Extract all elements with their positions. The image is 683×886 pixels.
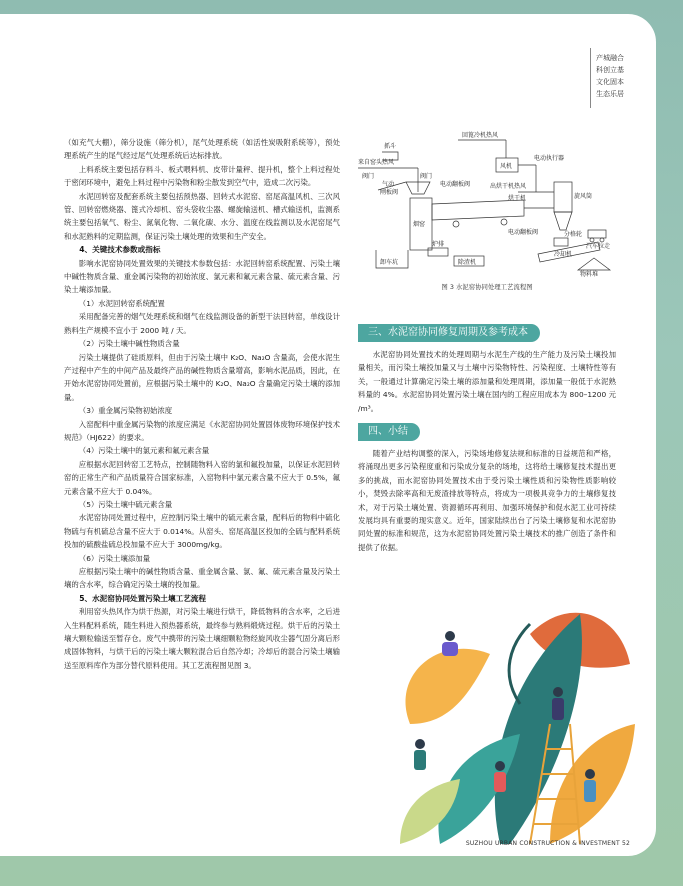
side-tag-2: 科创立基 [596, 66, 624, 74]
subheading: （3）重金属污染物初始浓度 [78, 406, 173, 416]
subheading: （4）污染土壤中的氯元素和氟元素含量 [78, 446, 210, 456]
process-flow-diagram [358, 130, 616, 278]
paragraph: 水泥回转窑及配套系统主要包括预热器、回转式水泥窑、窑尾高温风机、三次风管、回转窑燃烧器、篦式冷却机、窑头袋收尘器、螺旋输送机、槽式输送机，监测系统主要包括氧气、粉尘、氮氧化物、二氧化碳、水分、温度在线监测以及水泥窑尾气和水泥熟料的定期监测，保证污染土壤处理的效果和生产安全。 [64, 191, 340, 241]
fig-label-cooler: 冷却机 [554, 251, 573, 258]
fig-label-splitter: 分格轮 [564, 231, 583, 238]
fig-label-pneumatic: 气动 [382, 181, 395, 188]
fig-label-valve1: 阀门 [362, 173, 375, 180]
fig-label-pile: 物料堆 [580, 271, 599, 278]
section-header-3: 三、水泥窑协同修复周期及参考成本 [358, 324, 540, 342]
subheading: （1）水泥回转窑系统配置 [78, 298, 165, 308]
side-tagline [596, 52, 652, 100]
fig-label-outlet: 出烘干机热风 [490, 183, 527, 190]
fig-label-furnace: 炉排 [432, 241, 445, 248]
paragraph: 上料系统主要包括存料斗、板式喂料机、皮带计量秤、提升机，整个上料过程处于密闭环境中，避免上料过程中污染物和粉尘散发到空气中，造成二次污染。 [64, 164, 340, 188]
document-page [0, 14, 656, 856]
subheading: （2）污染土壤中碱性物质含量 [78, 339, 180, 349]
fig-label-stone: 卸车坑 [380, 259, 399, 266]
paragraph: 应根据水泥回转窑工艺特点，控制随物料入窑的氯和氟投加量，以保证水泥回转窑的正常生产和产品质量符合国家标准，入窑物料中氯元素含量不应大于 0.5%，氟元素含量不应大于 0.04%。 [64, 459, 340, 496]
fig-label-flap1: 电动翻板阀 [440, 181, 471, 188]
side-tag-1: 产城融合 [596, 54, 624, 62]
paragraph: 影响水泥窑协同处置效果的关键技术参数包括：水泥回转窑系统配置、污染土壤中碱性物质含量、重金属污染物的初始浓度、氯元素和氟元素含量、硫元素含量、污染土壤添加量。 [64, 258, 340, 295]
fig-label-kiln: 烟窑 [413, 221, 426, 228]
paragraph: 采用配备完善的烟气处理系统和烟气在线监测设备的新型干法回转窑，单线设计熟料生产规模不宜小于 2000 吨 / 天。 [64, 312, 340, 335]
side-tag-4: 生态乐居 [596, 90, 624, 98]
figure-caption: 图 3 水泥窑协同处理工艺流程图 [441, 283, 533, 291]
fig-label-actuator: 电动执行器 [534, 155, 565, 162]
paragraph: 入窑配料中重金属污染物的浓度应满足《水泥窑协同处置固体废物环境保护技术规范》（HJ622）的要求。 [64, 419, 340, 442]
paragraph: 利用窑头热风作为烘干热源，对污染土壤进行烘干，降低物料的含水率，之后进入生料配料系统，随生料进入预热器系统，最终参与熟料煅烧过程。烘干后的污染土壤大颗粒输送至暂存仓。废气中携带的污染土壤细颗粒物经旋风收尘器气固分离后形成固体物料，与烘干后的污染土壤大颗粒混合后自然冷却；冷却后的混合污染土壤输送至原料库作为部分替代原料使用。其工艺流程图见图 3。 [64, 607, 340, 670]
fig-label-gate: 闸板阀 [380, 189, 399, 196]
fig-label-cyclone: 旋风筒 [574, 193, 593, 200]
leaf-decoration [400, 613, 635, 844]
fig-label-inlet: 来自窑头热风 [358, 159, 395, 166]
fig-label-flap2: 电动翻板阀 [508, 229, 539, 236]
section-heading: 5、水泥窑协同处置污染土壤工艺流程 [79, 593, 206, 603]
side-divider [590, 48, 591, 108]
paragraph: 水泥窑协同处置过程中，应控制污染土壤中的硫元素含量，配料后的物料中硫化物硫与有机硫总含量不应大于 0.014%。从窑头、窑尾高温区投加的全硫与配料系统投加的硫酸盐硫总投加量不应大于 3000mg/kg。 [64, 513, 340, 550]
subheading: （6）污染土壤添加量 [78, 553, 151, 563]
fig-label-fan: 风机 [500, 163, 513, 170]
fig-label-truck: 汽车拉走 [586, 243, 611, 250]
section-header-4: 四、小结 [358, 423, 420, 441]
page-footer: SUZHOU URBAN CONSTRUCTION & INVESTMENT 52 [465, 840, 630, 847]
side-tag-3: 文化固本 [596, 78, 624, 86]
fig-label-top: 回篦冷机热风 [462, 132, 499, 139]
people-with-leaves-illustration [380, 574, 640, 844]
paragraph: 污染土壤提供了硅质原料，但由于污染土壤中 K₂O、Na₂O 含量高，会使水泥生产过程中产生的中间产品及最终产品的碱性物质含量增高，影响水泥品质，因此，在开始水泥窑协同处置前，应根据污染土壤中的 K₂O、Na₂O 含量确定污染土壤的添加量。 [64, 352, 340, 402]
section-heading: 4、关键技术参数或指标 [79, 245, 161, 255]
subheading: （5）污染土壤中硫元素含量 [78, 499, 173, 509]
paragraph: 水泥窑协同处置技术的处理周期与水泥生产线的生产能力及污染土壤投加量相关，而污染土壤投加量又与土壤中污染物特性、污染程度、土壤特性等有关，一般通过计算确定污染土壤的添加量和处理周期，添加量一般低于水泥熟料量的 4%。水泥窑协同处置污染土壤在国内的工程应用成本为 800–1200 元 /m³。 [358, 350, 616, 413]
fig-label-dust: 除渣机 [458, 259, 477, 266]
paragraph: 随着产业结构调整的深入，污染场地修复法规和标准的日益规范和严格，将涌现出更多污染程度重和污染成分复杂的场地，这将给土壤修复技术提出更多的挑战，而水泥窑协同处置技术由于受污染土壤性质和污染物性质影响较小，焚毁去除率高和无废渣排放等特点，将成为一项极具竞争力的土壤修复技术，对于污染土壤处置、资源循环再利用、加强环境保护和促水泥工业可持续发展均具有重要的现实意义。近年，国家陆续出台了污染土壤修复和水泥窑协同处置的标准和规范，这为水泥窑协同处置污染土壤技术的推广创造了条件和提供了依据。 [358, 449, 616, 552]
right-column [358, 324, 616, 554]
paragraph: （如充气大棚），筛分设施（筛分机），尾气处理系统（如活性炭吸附系统等），预处理系统产生的尾气经过尾气处理系统后达标排放。 [64, 138, 340, 161]
fig-label-valve2: 阀门 [420, 173, 433, 180]
paragraph: 应根据污染土壤中的碱性物质含量、重金属含量、氯、氟、硫元素含量及污染土壤的含水率，综合确定污染土壤的投加量。 [64, 567, 340, 590]
fig-label-dryer: 烘干机 [508, 195, 527, 202]
left-column [64, 136, 340, 672]
fig-label-grab: 抓斗 [384, 143, 397, 150]
